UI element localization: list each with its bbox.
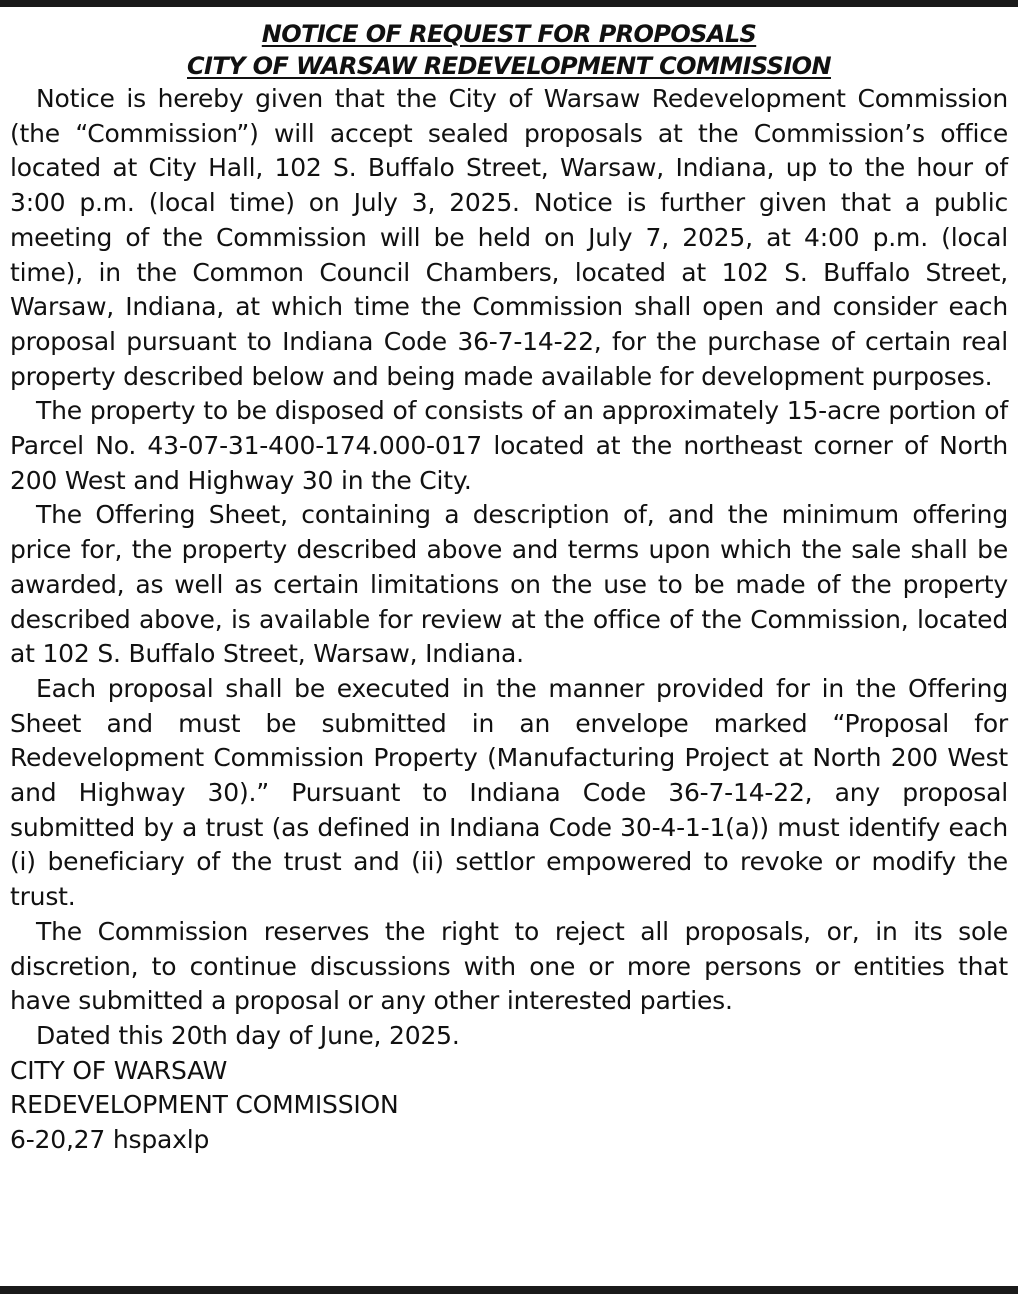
dated-line: Dated this 20th day of June, 2025. (36, 1020, 460, 1050)
paragraph-proposal-requirements: Each proposal shall be executed in the manner provided for in the Offering Sheet and must be submitted in an envelope marked “Proposal for Redevelopment Commission Property (Manufacturing Project at North 200 West and Highway 30).” Pursuant to Indiana Code 36-7-14-22, any proposal submitted by a trust (as defined in Indiana Code 30-4-1-1(a)) must identify each (i) beneficiary of the trust and (ii) settlor empowered to revoke or modify the trust. (10, 673, 1008, 912)
legal-notice (10, 18, 1008, 1158)
publication-code: 6-20,27 hspaxlp (10, 1125, 210, 1155)
top-border-rule (0, 0, 1018, 7)
bottom-border-rule (0, 1286, 1018, 1294)
notice-subtitle: CITY OF WARSAW REDEVELOPMENT COMMISSION (187, 52, 831, 80)
signature-line-1: CITY OF WARSAW (10, 1055, 228, 1085)
signature-line-2: REDEVELOPMENT COMMISSION (10, 1090, 399, 1120)
notice-title: NOTICE OF REQUEST FOR PROPOSALS (261, 20, 757, 48)
paragraph-property: The property to be disposed of consists of an approximately 15-acre portion of Parcel No. 43-07-31-400-174.000-017 located at the northeast corner of North 200 West and Highway 30 in the City. (10, 396, 1008, 495)
paragraph-intro: Notice is hereby given that the City of Warsaw Redevelopment Commission (the “Commission”) will accept sealed proposals at the Commission’s office located at City Hall, 102 S. Buffalo Street, Warsaw, Indiana, up to the hour of 3:00 p.m. (local time) on July 3, 2025. Notice is further given that a public meeting of the Commission will be held on July 7, 2025, at 4:00 p.m. (local time), in the Common Council Chambers, located at 102 S. Buffalo Street, Warsaw, Indiana, at which time the Commission shall open and consider each proposal pursuant to Indiana Code 36-7-14-22, for the purchase of certain real property described below and being made available for development purposes. (10, 84, 1008, 391)
paragraph-offering-sheet: The Offering Sheet, containing a description of, and the minimum offering price for, the property described above and terms upon which the sale shall be awarded, as well as certain limitations on the use to be made of the property described above, is available for review at the office of the Commission, located at 102 S. Buffalo Street, Warsaw, Indiana. (10, 500, 1008, 669)
paragraph-reservation-of-rights: The Commission reserves the right to reject all proposals, or, in its sole discretion, to continue discussions with one or more persons or entities that have submitted a proposal or any other interested parties. (10, 916, 1008, 1016)
